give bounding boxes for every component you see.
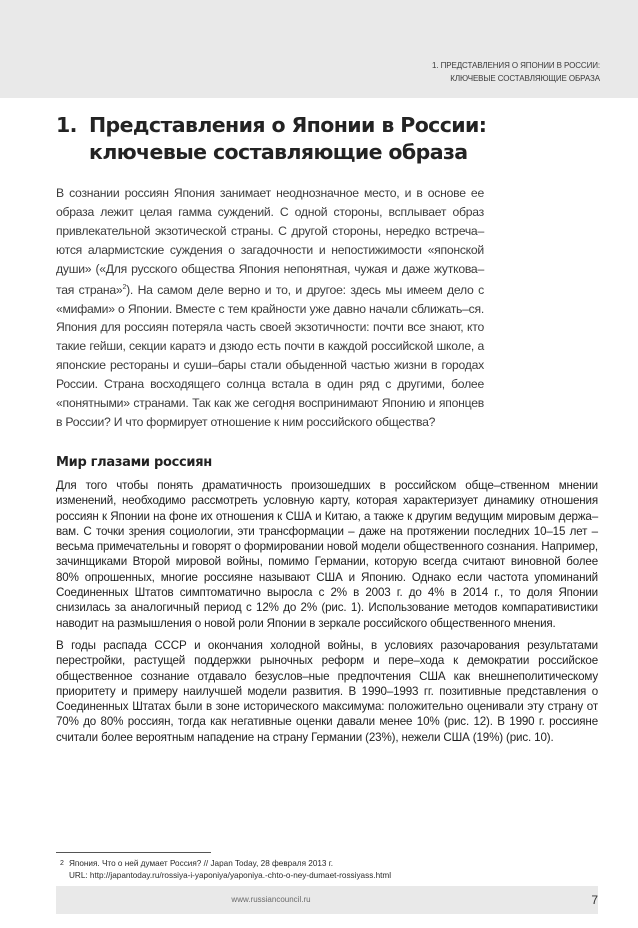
page-number: 7 [591, 893, 598, 907]
chapter-title-line2: ключевые составляющие образа [89, 140, 468, 164]
intro-paragraph [56, 184, 484, 432]
body-paragraph-2: В годы распада СССР и окончания холодной войны, в условиях разочарования результатами перестройки, растущей поддержки рыночных реформ и пере–хода к демократии российское общественное сознание отдавало безуслов–ные предпочтения США как внешнеполитическому приоритету и примеру наилучшей модели развития. В 1990–1993 гг. позитивные представления о Соединенных Штатах были в зоне исторического максимума: положительно оценивали эту страну от 70% до 80% россиян, тогда как негативные оценки давали менее 10% (рис. 12). В 1990 г. россияне считали более вероятным нападение на страну Германии (23%), нежели США (19%) (рис. 10). [56, 638, 598, 744]
intro-text-part1: В сознании россиян Япония занимает неоднозначное место, и в основе ее образа лежит целая гамма суждений. С одной стороны, всплывает образ привлекательной экзотической страны. С другой стороны, нередко встреча–ются алармистские суждения о загадочности и непостижимости «японской души» («Для русского общества Япония непонятная, чужая и даже жуткова–тая страна» [56, 186, 484, 297]
footnote-reference[interactable]: 2 [122, 283, 127, 291]
chapter-title [56, 112, 596, 166]
section-heading: Мир глазами россиян [56, 455, 212, 470]
body-paragraph-1: Для того чтобы понять драматичность произошедших в российском обще–ственном мнении изменений, необходимо рассмотреть условную карту, которая характеризует динамику отношения россиян к Японии на фоне их отношения к США и Китаю, а также к другим ведущим мировым держа–вам. С точки зрения социологии, эти трансформации – даже на протяжении последних 10–15 лет – весьма примечательны и говорят о формировании новой модели общественного сознания. Например, зачинщиками Второй мировой войны, помимо Германии, которую всегда считают виновной более 80% опрошенных, многие россияне называют США и Японию. Однако если частота упоминаний Соединенных Штатов симптоматично выросла с 2% в 2003 г. до 4% в 2014 г., то доля Японии снизилась за аналогичный период с 12% до 2% (рис. 1). Использование методов компаративистики наводит на размышления о новой роли Японии в зеркале российского общественного мнения. [56, 479, 598, 630]
footnote-number: 2 [60, 860, 64, 867]
chapter-number: 1. [56, 113, 77, 137]
running-head-line2: КЛЮЧЕВЫЕ СОСТАВЛЯЮЩИЕ ОБРАЗА [450, 74, 600, 83]
running-head-line1: 1. ПРЕДСТАВЛЕНИЯ О ЯПОНИИ В РОССИИ: [432, 61, 600, 70]
section-body [56, 478, 598, 752]
running-head [340, 59, 600, 85]
footnote-divider [56, 852, 211, 853]
footer-site-link[interactable]: www.russiancouncil.ru [231, 895, 311, 904]
chapter-title-line1: Представления о Японии в России: [89, 113, 487, 137]
footnote [60, 858, 600, 881]
footnote-url[interactable]: URL: http://japantoday.ru/rossiya-i-yaponiya/yaponiya.-chto-o-ney-dumaet-rossiyass.html [69, 870, 392, 880]
intro-text-part2: ). На самом деле верно и то, и другое: здесь мы имеем дело с «мифами» о Японии. Вместе с тем крайности уже давно начали сближать–ся. Япония для россиян потеряла часть своей экзотичности: почти все знают, кто такие гейши, секции каратэ и дзюдо есть почти в каждой российской школе, а японские рестораны и суши–бары стали обыденной частью жизни в городах России. Страна восходящего солнца встала в один ряд с другими, более «понятными» странами. Так как же сегодня воспринимают Японию и японцев в России? И что формирует отношение к ним российского общества? [56, 282, 484, 429]
footnote-text: Япония. Что о ней думает Россия? // Japan Today, 28 февраля 2013 г. [69, 859, 334, 868]
